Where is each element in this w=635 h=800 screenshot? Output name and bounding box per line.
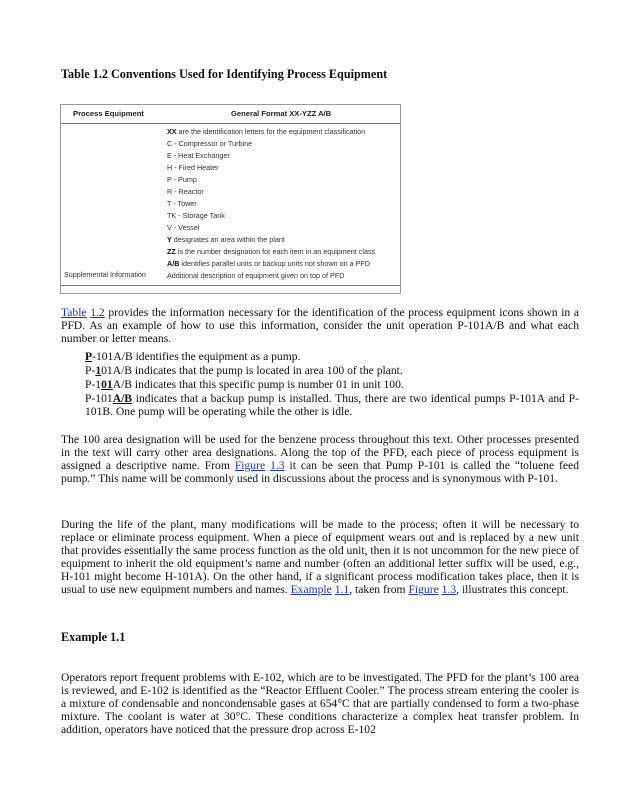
- table-row: R - Reactor: [167, 187, 204, 196]
- example-link[interactable]: Example: [290, 583, 332, 597]
- list-item: P-101A/B indicates that the pump is located in area 100 of the plant.: [85, 364, 403, 377]
- figure-number-link[interactable]: 1.3: [270, 459, 285, 473]
- table-row: E - Heat Exchanger: [167, 151, 230, 160]
- col-header-general-format: General Format XX-YZZ A/B: [231, 109, 332, 118]
- figure-link[interactable]: Figure: [408, 583, 439, 597]
- equipment-conventions-table: [60, 104, 401, 294]
- table-row: H - Fired Heater: [167, 163, 219, 172]
- paragraph-example: Operators report frequent problems with E-102, which are to be investigated. The PFD for the plant’s 100 area is reviewed, and E-102 is identified as the “Reactor Effluent Cooler.” The process stream entering the cooler is a mixture of condensable and noncondensable gases at 654°C that are partially condensed to form a two-phase mixture. The coolant is water at 30°C. These conditions characterize a complex heat transfer problem. In addition, operators have noticed that the pressure drop across E-102: [61, 671, 579, 737]
- example-heading: Example 1.1: [61, 630, 126, 644]
- supplemental-information-label: Supplemental Information: [64, 270, 146, 279]
- figure-link[interactable]: Figure: [234, 459, 266, 473]
- table-row: C - Compressor or Turbine: [167, 139, 253, 148]
- col-header-process-equipment: Process Equipment: [73, 109, 144, 118]
- table-row: Additional description of equipment given on top of PFD: [167, 271, 345, 280]
- list-item: P-101A/B indicates that this specific pump is number 01 in unit 100.: [85, 378, 404, 391]
- table-row: TK - Storage Tank: [167, 211, 225, 220]
- table-header: [61, 105, 400, 124]
- paragraph-intro: Table 1.2 provides the information necessary for the identification of the process equipment icons shown in a PFD. As an example of how to use this information, consider the unit operation P-101A/B and what each number or letter means.: [61, 306, 579, 346]
- table-row: ZZ is the number designation for each item in an equipment class: [167, 247, 376, 256]
- table-link[interactable]: Table: [61, 306, 87, 319]
- table-row: A/B identifies parallel units or backup units not shown on a PFD: [167, 259, 370, 268]
- list-item: P-101A/B identifies the equipment as a pump.: [85, 350, 301, 363]
- paragraph-area-designation: The 100 area designation will be used for the benzene process throughout this text. Other processes presented in the text will carry other area designations. Along the top of the PFD, each piece of process equipment is assigned a descriptive name. From Figure 1.3 it can be seen that Pump P-101 is called the “toluene feed pump.” This name will be commonly used in discussions about the process and is synonymous with P-101.: [61, 433, 579, 486]
- example-number-link[interactable]: 1.1: [334, 583, 350, 597]
- table-title: Table 1.2 Conventions Used for Identifying Process Equipment: [61, 67, 388, 81]
- table-row: XX are the identification letters for the equipment classification: [167, 127, 366, 136]
- table-row: V - Vessel: [167, 223, 200, 232]
- table-number-link[interactable]: 1.2: [90, 306, 105, 319]
- table-row: P - Pump: [167, 175, 197, 184]
- table-bottom-rule: [61, 285, 400, 286]
- table-row: T - Tower: [167, 199, 197, 208]
- list-item: P-101A/B indicates that a backup pump is installed. Thus, there are two identical pumps P-101A and P-101B. One pump will be operating while the other is idle.: [85, 392, 579, 419]
- table-row: Y designates an area within the plant: [167, 235, 285, 244]
- figure-number-link[interactable]: 1.3: [441, 583, 457, 597]
- paragraph-modifications: During the life of the plant, many modifications will be made to the process; often it will be necessary to replace or eliminate process equipment. When a piece of equipment wears out and is replaced by a new unit that provides essentially the same process function as the old unit, then it is not uncommon for the new piece of equipment to inherit the old equipment’s name and number (often an additional letter suffix will be used, e.g., H-101 might become H-101A). On the other hand, if a significant process modification takes place, then it is usual to use new equipment numbers and names. Example 1.1, taken from Figure 1.3, illustrates this concept.: [61, 518, 579, 597]
